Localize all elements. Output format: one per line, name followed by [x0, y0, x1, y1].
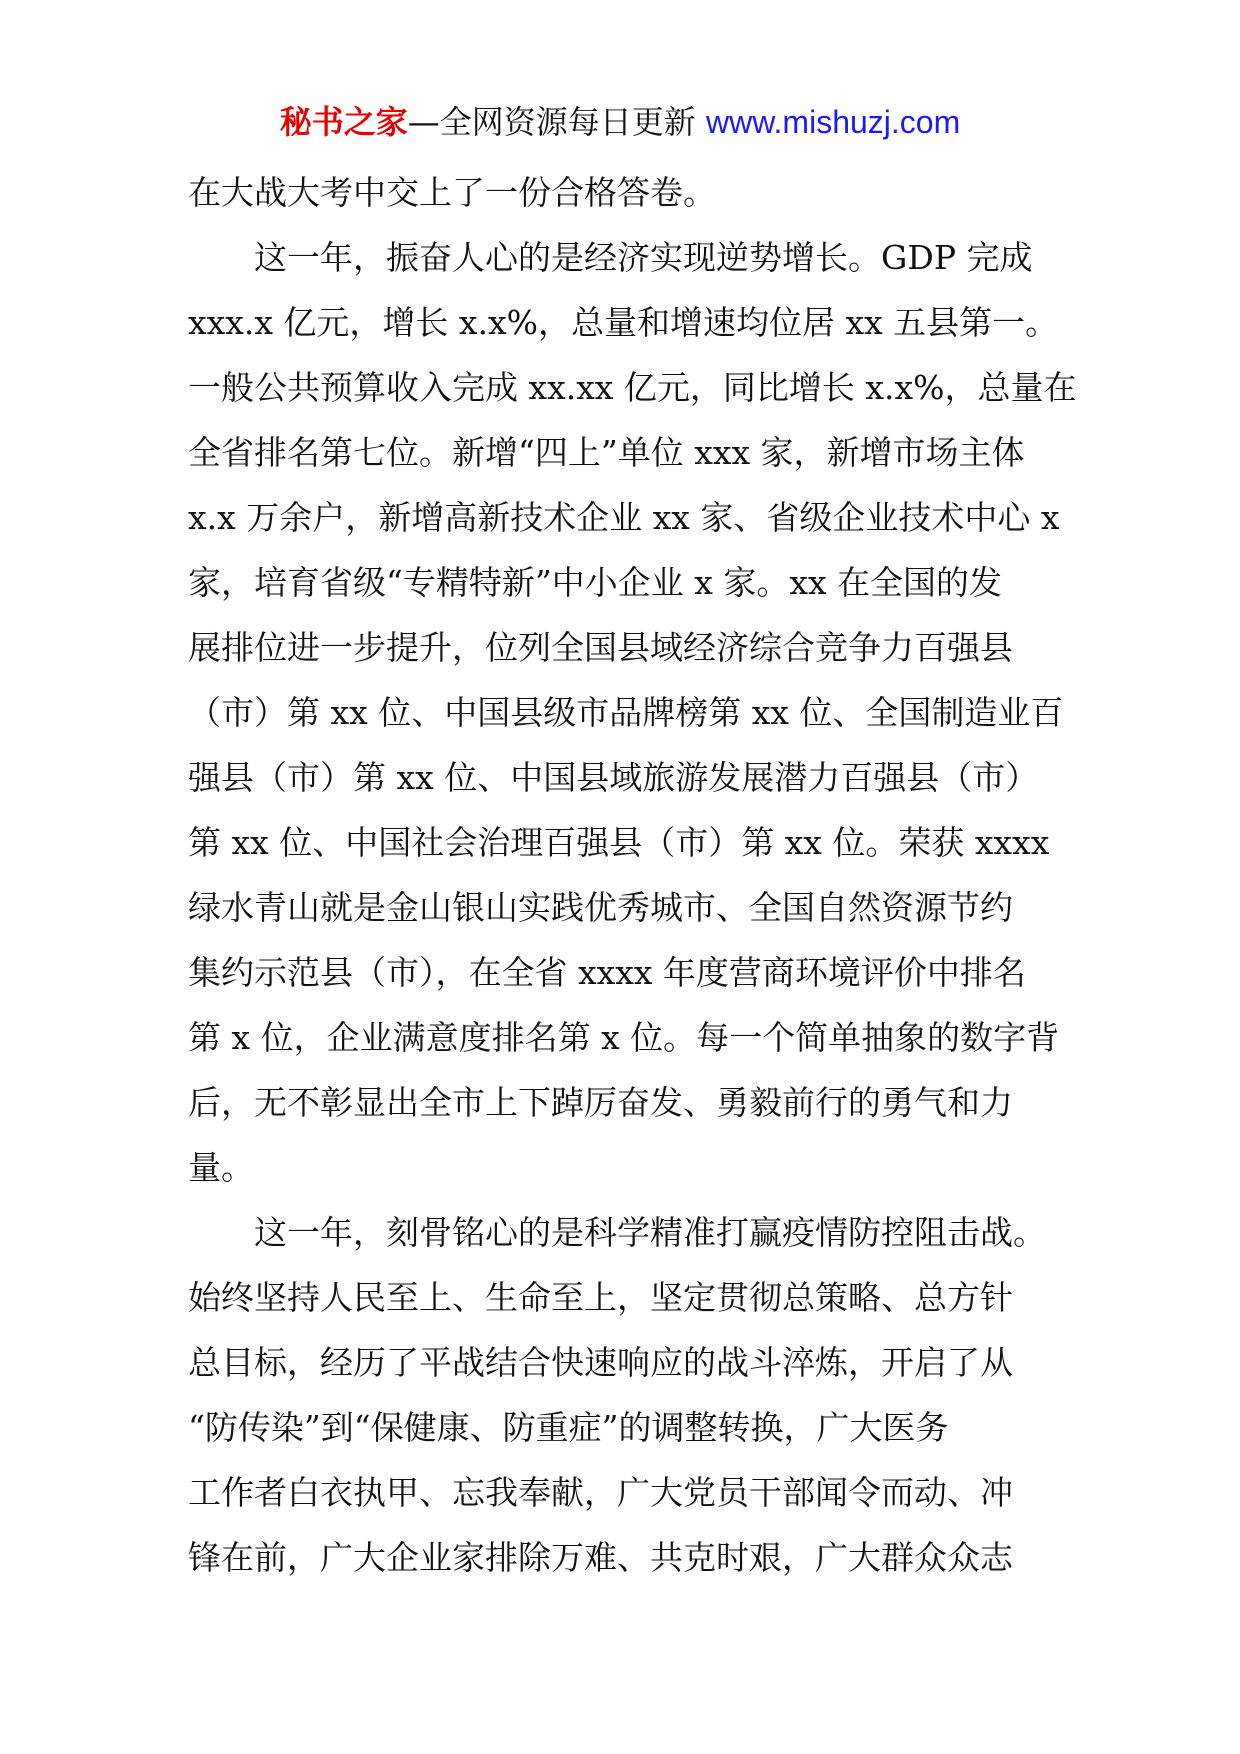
- text-line: 量。: [188, 1148, 254, 1187]
- document-body: [188, 160, 1077, 1590]
- text-line: 第 x 位，企业满意度排名第 x 位。每一个简单抽象的数字背: [188, 1018, 1060, 1057]
- text-line: 家，培育省级“专精特新”中小企业 x 家。xx 在全国的发: [188, 563, 1003, 602]
- text-line: 锋在前，广大企业家排除万难、共克时艰，广大群众众志: [188, 1538, 1013, 1577]
- page-header: [0, 100, 1240, 144]
- text-line: 总目标，经历了平战结合快速响应的战斗淬炼，开启了从: [188, 1343, 1013, 1382]
- text-line: 集约示范县（市），在全省 xxxx 年度营商环境评价中排名: [188, 953, 1026, 992]
- header-url[interactable]: www.mishuzj.com: [705, 104, 961, 140]
- text-line: 一般公共预算收入完成 xx.xx 亿元，同比增长 x.x%，总量在: [188, 368, 1077, 407]
- text-line: 绿水青山就是金山银山实践优秀城市、全国自然资源节约: [188, 888, 1013, 927]
- text-line: 后，无不彰显出全市上下踔厉奋发、勇毅前行的勇气和力: [188, 1083, 1013, 1122]
- text-line: 这一年，振奋人心的是经济实现逆势增长。GDP 完成: [254, 238, 1033, 277]
- text-line: 工作者白衣执甲、忘我奉献，广大党员干部闻令而动、冲: [188, 1473, 1013, 1512]
- header-tagline: —全网资源每日更新: [407, 103, 696, 141]
- text-line: xxx.x 亿元，增长 x.x%，总量和增速均位居 xx 五县第一。: [188, 303, 1059, 342]
- text-line: “防传染”到“保健康、防重症”的调整转换，广大医务: [188, 1408, 949, 1447]
- text-line: 始终坚持人民至上、生命至上，坚定贯彻总策略、总方针: [188, 1278, 1013, 1317]
- header-brand: 秘书之家: [279, 103, 408, 141]
- text-line: （市）第 xx 位、中国县级市品牌榜第 xx 位、全国制造业百: [188, 693, 1064, 732]
- text-line: x.x 万余户，新增高新技术企业 xx 家、省级企业技术中心 x: [188, 498, 1060, 537]
- text-line: 第 xx 位、中国社会治理百强县（市）第 xx 位。荣获 xxxx: [188, 823, 1050, 862]
- text-line: 强县（市）第 xx 位、中国县域旅游发展潜力百强县（市）: [188, 758, 1039, 797]
- text-line: 全省排名第七位。新增“四上”单位 xxx 家，新增市场主体: [188, 433, 1025, 472]
- text-line: 展排位进一步提升，位列全国县域经济综合竞争力百强县: [188, 628, 1013, 667]
- text-line: 这一年，刻骨铭心的是科学精准打赢疫情防控阻击战。: [254, 1213, 1046, 1252]
- text-line: 在大战大考中交上了一份合格答卷。: [188, 173, 716, 212]
